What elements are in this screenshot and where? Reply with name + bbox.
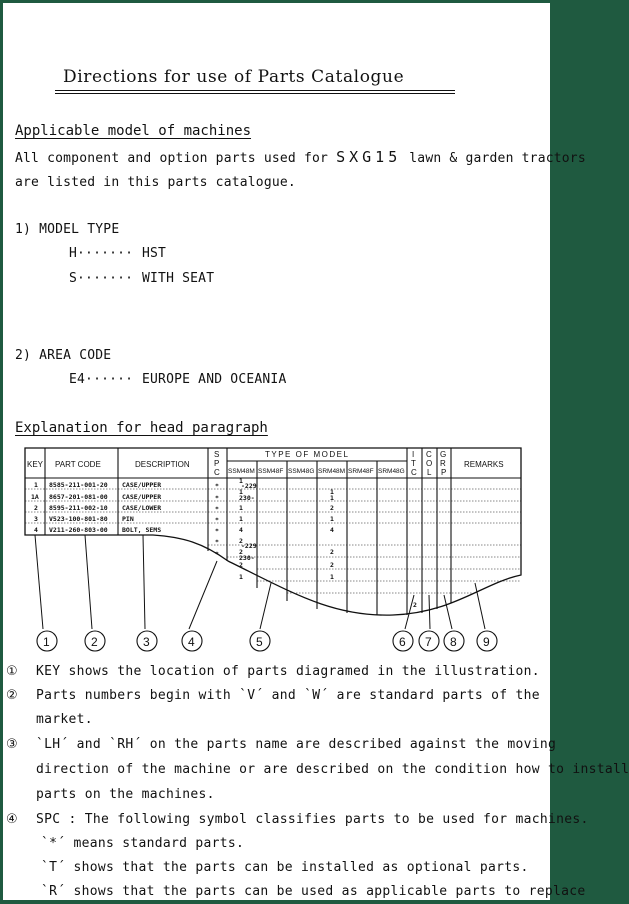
row-description: CASE/UPPER: [122, 493, 162, 501]
note-line: `*´ means standard parts.: [41, 836, 245, 851]
model-type-item-label: WITH SEAT: [142, 271, 215, 286]
area-code-item-label: EUROPE AND OCEANIA: [142, 372, 287, 387]
parts-table-diagram: [13, 443, 543, 658]
row-description: CASE/UPPER: [122, 481, 162, 489]
note-line: direction of the machine or are described on the condition how to install: [36, 762, 629, 777]
header-key: KEY: [27, 460, 44, 469]
model-header: SSM48F: [258, 468, 284, 475]
header-part-code: PART CODE: [55, 460, 101, 469]
qty-value: 1: [330, 488, 334, 496]
row-spc: *: [215, 482, 219, 490]
note-number: ①: [6, 664, 18, 679]
callout-number: 9: [483, 635, 490, 649]
model-header: SRM48M: [318, 468, 346, 475]
model-type-heading: 1) MODEL TYPE: [15, 222, 120, 237]
model-header: SRM48F: [348, 468, 374, 475]
qty-value: 1: [239, 477, 243, 485]
extra-spc: *: [215, 550, 219, 558]
header-col-2: O: [426, 459, 433, 468]
header-description: DESCRIPTION: [135, 460, 190, 469]
catalogue-page: [3, 3, 629, 900]
qty-value: 1: [330, 515, 334, 523]
row-spc: *: [215, 516, 219, 524]
callout-number: 4: [188, 635, 195, 649]
qty-value: 1: [330, 494, 334, 502]
qty-value: -229: [241, 482, 257, 490]
qty-value: 4: [239, 526, 243, 534]
header-grp-1: G: [440, 450, 447, 459]
row-part-code: 8585-211-001-20: [49, 481, 108, 489]
note-number: ③: [6, 737, 18, 752]
qty-value: 230-: [239, 494, 255, 502]
header-spc-1: S: [214, 450, 220, 459]
qty-value: 1: [239, 573, 243, 581]
header-itc-1: I: [412, 450, 415, 459]
note-line: `T´ shows that the parts can be installed as optional parts.: [41, 860, 529, 875]
callout-number: 1: [43, 635, 50, 649]
area-code-item-code: E4······: [69, 372, 134, 387]
qty-value: 230-: [239, 554, 255, 562]
qty-value: 2: [239, 537, 243, 545]
row-description: PIN: [122, 515, 134, 523]
qty-value: 1: [239, 488, 243, 496]
row-description: CASE/LOWER: [122, 504, 162, 512]
qty-value: 1: [239, 504, 243, 512]
qty-value: 2: [330, 504, 334, 512]
applicable-text-b: lawn & garden tractors: [409, 151, 586, 166]
callout-number: 3: [143, 635, 150, 649]
header-col-3: L: [427, 468, 432, 477]
note-line: `LH´ and `RH´ on the parts name are described against the moving: [36, 737, 557, 752]
header-grp-3: P: [441, 468, 447, 477]
model-header: SSM48M: [228, 468, 255, 475]
model-header: SRM48G: [378, 468, 405, 475]
note-line: Parts numbers begin with `V´ and `W´ are standard parts of the: [36, 688, 540, 703]
header-itc-2: T: [411, 459, 416, 468]
header-grp-2: R: [440, 459, 446, 468]
row-key: 1: [34, 481, 38, 489]
qty-value: 2: [239, 548, 243, 556]
qty-value: 2: [330, 548, 334, 556]
header-spc-3: C: [214, 468, 220, 477]
itc-mark: 2: [413, 601, 417, 609]
note-line: SPC : The following symbol classifies parts to be used for machines.: [36, 812, 589, 827]
row-key: 1A: [31, 493, 39, 501]
header-col-1: C: [426, 450, 432, 459]
note-number: ②: [6, 688, 18, 703]
qty-value: 4: [330, 526, 334, 534]
page-title: Directions for use of Parts Catalogue: [63, 67, 405, 87]
callout-number: 7: [425, 635, 432, 649]
qty-value: 1: [330, 573, 334, 581]
row-part-code: V523-100-801-80: [49, 515, 108, 523]
row-key: 4: [34, 526, 38, 534]
applicable-line-2: are listed in this parts catalogue.: [15, 175, 296, 190]
model-header: SSM48G: [288, 468, 315, 475]
callout-number: 5: [256, 635, 263, 649]
model-type-item-label: HST: [142, 246, 167, 261]
note-line: `R´ shows that the parts can be used as applicable parts to replace: [41, 884, 586, 899]
qty-value: 1: [239, 515, 243, 523]
title-underline: [55, 90, 455, 91]
qty-value: -229: [241, 542, 257, 550]
header-remarks: REMARKS: [464, 460, 504, 469]
applicable-line-1: [15, 149, 586, 167]
explanation-heading: Explanation for head paragraph: [15, 420, 268, 436]
callout-number: 2: [91, 635, 98, 649]
row-spc: *: [215, 494, 219, 502]
header-itc-3: C: [411, 468, 417, 477]
row-key: 2: [34, 504, 38, 512]
callout-number: 6: [399, 635, 406, 649]
row-part-code: V211-260-803-00: [49, 526, 108, 534]
model-type-item-code: S·······: [69, 271, 134, 286]
note-number: ④: [6, 812, 18, 827]
model-type-item-code: H·······: [69, 246, 134, 261]
extra-spc: *: [215, 538, 219, 546]
model-name: SXG15: [336, 148, 402, 166]
note-line: KEY shows the location of parts diagramed in the illustration.: [36, 664, 540, 679]
qty-value: 2: [239, 561, 243, 569]
header-type-of-model: TYPE OF MODEL: [265, 450, 350, 459]
row-description: BOLT, SEMS: [122, 526, 162, 534]
title-underline-2: [55, 93, 455, 94]
note-line: parts on the machines.: [36, 787, 215, 802]
row-part-code: 8595-211-002-10: [49, 504, 108, 512]
applicable-heading: Applicable model of machines: [15, 123, 252, 139]
header-spc-2: P: [214, 459, 220, 468]
applicable-text-a: All component and option parts used for: [15, 151, 329, 166]
note-line: market.: [36, 712, 93, 727]
area-code-heading: 2) AREA CODE: [15, 348, 112, 363]
row-key: 3: [34, 515, 38, 523]
row-part-code: 8657-201-081-00: [49, 493, 108, 501]
callout-number: 8: [450, 635, 457, 649]
row-spc: *: [215, 527, 219, 535]
row-spc: *: [215, 505, 219, 513]
qty-value: 2: [330, 561, 334, 569]
